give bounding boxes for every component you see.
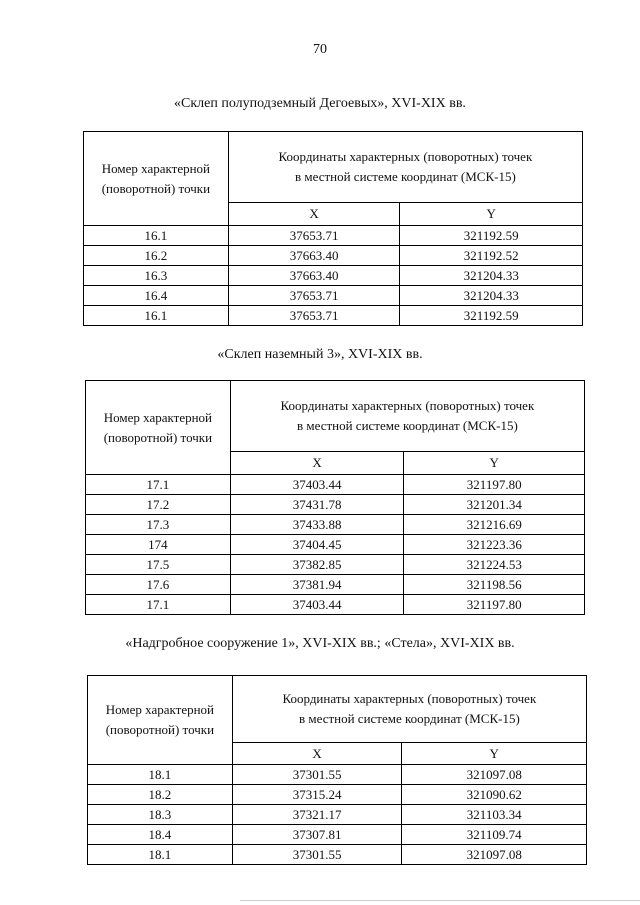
x-column-header: X (228, 203, 400, 226)
x-cell: 37404.45 (230, 535, 404, 555)
y-cell: 321192.59 (400, 226, 583, 246)
point-cell: 174 (86, 535, 231, 555)
x-cell: 37321.17 (232, 805, 402, 825)
point-cell: 17.1 (86, 595, 231, 615)
y-cell: 321204.33 (400, 286, 583, 306)
table-row (88, 845, 587, 865)
table-row (86, 595, 585, 615)
x-cell: 37403.44 (230, 475, 404, 495)
table-row (84, 246, 583, 266)
y-cell: 321201.34 (404, 495, 585, 515)
x-cell: 37307.81 (232, 825, 402, 845)
section-title: «Склеп наземный 3», XVI-XIX вв. (217, 347, 423, 362)
coordinates-header: Координаты характерных (поворотных) точек в местной системе координат (МСК-15) (228, 132, 582, 203)
x-cell: 37653.71 (228, 306, 400, 326)
point-cell: 17.2 (86, 495, 231, 515)
coordinates-table (85, 380, 585, 615)
x-cell: 37663.40 (228, 246, 400, 266)
point-cell: 17.6 (86, 575, 231, 595)
point-cell: 18.1 (88, 765, 233, 785)
y-cell: 321192.52 (400, 246, 583, 266)
point-cell: 17.3 (86, 515, 231, 535)
x-cell: 37301.55 (232, 765, 402, 785)
y-cell: 321224.53 (404, 555, 585, 575)
y-cell: 321197.80 (404, 475, 585, 495)
x-cell: 37663.40 (228, 266, 400, 286)
y-cell: 321216.69 (404, 515, 585, 535)
y-cell: 321103.34 (402, 805, 587, 825)
y-cell: 321198.56 (404, 575, 585, 595)
x-cell: 37653.71 (228, 286, 400, 306)
y-cell: 321192.59 (400, 306, 583, 326)
point-cell: 16.2 (84, 246, 229, 266)
point-cell: 18.3 (88, 805, 233, 825)
table-row (88, 805, 587, 825)
point-cell: 17.1 (86, 475, 231, 495)
y-cell: 321097.08 (402, 765, 587, 785)
x-cell: 37403.44 (230, 595, 404, 615)
y-column-header: Y (402, 743, 587, 765)
table-row (86, 535, 585, 555)
point-number-header: Номер характерной (поворотной) точки (86, 381, 231, 475)
point-cell: 18.4 (88, 825, 233, 845)
table-row (88, 765, 587, 785)
table-row (84, 226, 583, 246)
table-row (86, 515, 585, 535)
y-cell: 321097.08 (402, 845, 587, 865)
y-cell: 321090.62 (402, 785, 587, 805)
point-cell: 16.4 (84, 286, 229, 306)
table-row (86, 575, 585, 595)
x-cell: 37382.85 (230, 555, 404, 575)
x-cell: 37301.55 (232, 845, 402, 865)
table-row (84, 266, 583, 286)
point-cell: 17.5 (86, 555, 231, 575)
point-cell: 18.1 (88, 845, 233, 865)
scan-edge-line (240, 900, 640, 901)
table-row (86, 555, 585, 575)
table-row (86, 495, 585, 515)
table-row (84, 286, 583, 306)
table-row (88, 825, 587, 845)
coordinates-table (87, 675, 587, 865)
table-row (86, 475, 585, 495)
x-cell: 37381.94 (230, 575, 404, 595)
page-number: 70 (313, 42, 327, 57)
y-cell: 321204.33 (400, 266, 583, 286)
coordinates-header: Координаты характерных (поворотных) точек в местной системе координат (МСК-15) (232, 676, 586, 743)
point-cell: 18.2 (88, 785, 233, 805)
y-column-header: Y (400, 203, 583, 226)
x-column-header: X (230, 452, 404, 475)
y-column-header: Y (404, 452, 585, 475)
x-cell: 37431.78 (230, 495, 404, 515)
table-row (84, 306, 583, 326)
point-cell: 16.1 (84, 226, 229, 246)
y-cell: 321197.80 (404, 595, 585, 615)
x-column-header: X (232, 743, 402, 765)
y-cell: 321223.36 (404, 535, 585, 555)
x-cell: 37433.88 (230, 515, 404, 535)
section-title: «Склеп полуподземный Дегоевых», XVI-XIX вв. (174, 96, 466, 111)
point-number-header: Номер характерной (поворотной) точки (88, 676, 233, 765)
point-cell: 16.3 (84, 266, 229, 286)
point-cell: 16.1 (84, 306, 229, 326)
x-cell: 37653.71 (228, 226, 400, 246)
x-cell: 37315.24 (232, 785, 402, 805)
coordinates-header: Координаты характерных (поворотных) точек в местной системе координат (МСК-15) (230, 381, 584, 452)
table-row (88, 785, 587, 805)
point-number-header: Номер характерной (поворотной) точки (84, 132, 229, 226)
coordinates-table (83, 131, 583, 326)
section-title: «Надгробное сооружение 1», XVI-XIX вв.; «Стела», XVI-XIX вв. (125, 636, 515, 651)
y-cell: 321109.74 (402, 825, 587, 845)
